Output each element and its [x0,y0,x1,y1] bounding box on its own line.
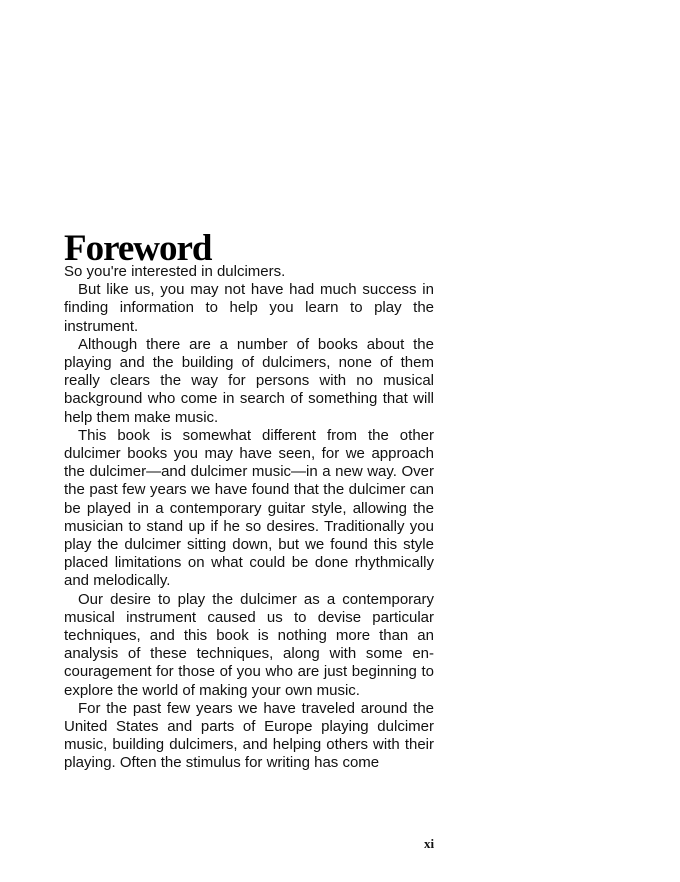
paragraph: So you're interested in dulcimers. [64,263,286,280]
paragraph: But like us, you may not have had much success in finding information to help you learn to play the instrument. [64,281,434,335]
page-title: Foreword [64,228,212,269]
paragraph: For the past few years we have traveled around the United States and parts of Europe playing dulcimer music, building dulcimers, and helping others with their playing. Often the stimulus for writing has come [64,699,434,772]
body-text [64,263,434,773]
paragraph: Although there are a number of books about the playing and the building of dulcimers, none of them really clears the way for persons with no musical background who come in search of something that will help them make music. [64,335,434,426]
paragraph: This book is somewhat different from the other dulcimer books you may have seen, for we approach the dulcimer—and dulcimer music—in a new way. Over the past few years we have found that the dulcimer can be played in a contemporary guitar style, allowing the musician to stand up if he so desires. Traditionally you play the dulcimer sitting down, but we found this style placed limitations on what could be done rhythmically and melodically. [64,426,434,590]
page-number: xi [424,836,435,851]
paragraph: Our desire to play the dulcimer as a contemporary musical instrument caused us to devise particular techniques, and this book is nothing more than an analysis of these techniques, along with some encouragement for those of you who are just beginning to explore the world of making your own music. [64,590,434,699]
